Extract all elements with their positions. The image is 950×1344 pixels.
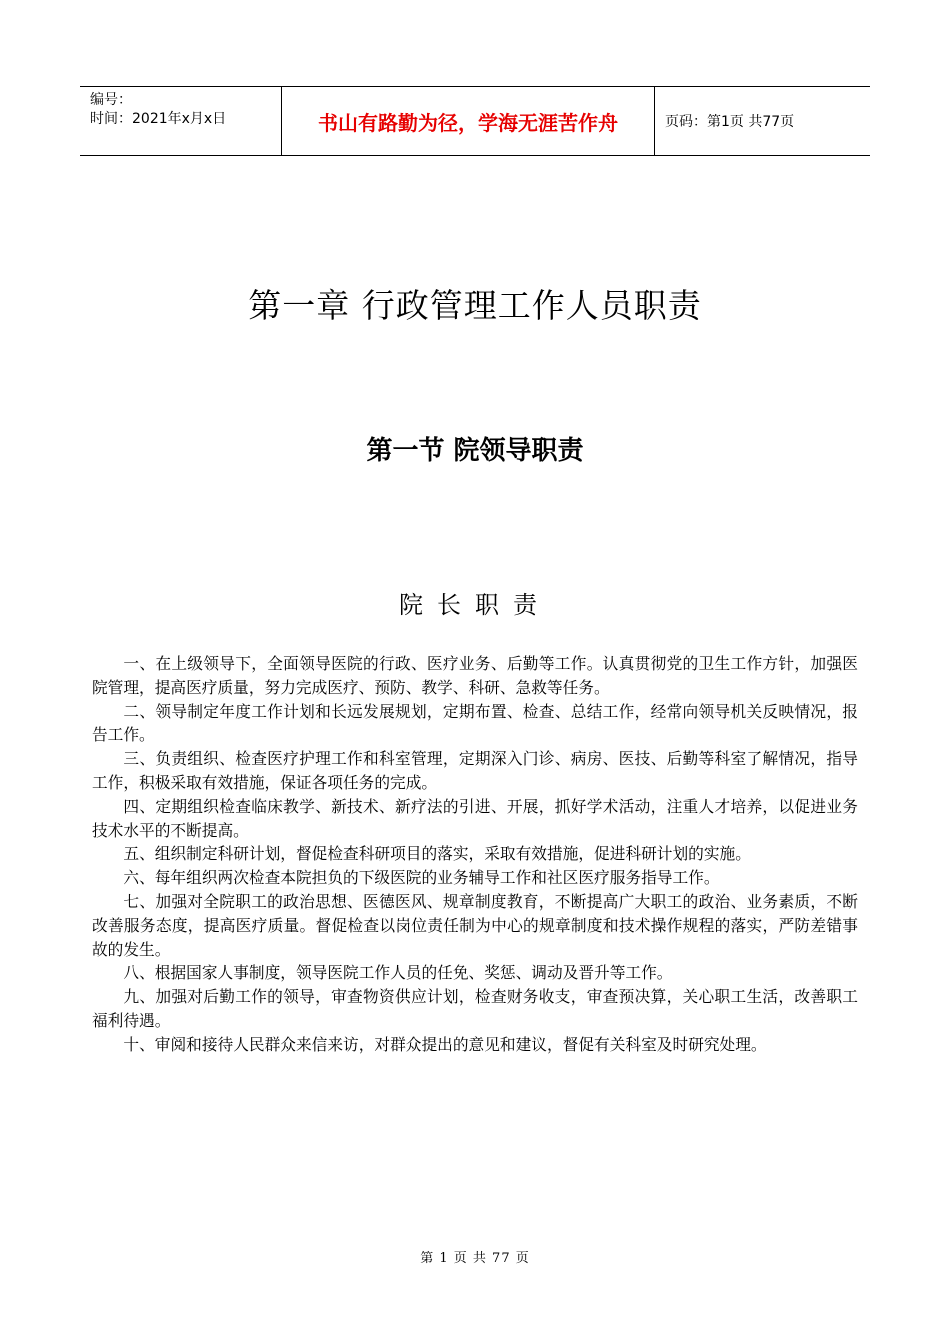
number-label: 编号： [90,92,132,108]
paragraph: 六、每年组织两次检查本院担负的下级医院的业务辅导工作和社区医疗服务指导工作。 [123,868,720,888]
paragraph: 八、根据国家人事制度，领导医院工作人员的任免、奖惩、调动及晋升等工作。 [123,963,673,983]
paragraph: 七、加强对全院职工的政治思想、医德医风、规章制度教育，不断提高广大职工的政治、业务素质，不断改善服务态度，提高医疗质量。督促检查以岗位责任制为中心的规章制度和技术操作规程的落实，严防差错事故的发生。 [92,891,858,959]
sub-title: 院长职责 [399,591,551,619]
paragraph: 九、加强对后勤工作的领导，审查物资供应计划，检查财务收支，审查预决算，关心职工生活，改善职工福利待遇。 [92,987,858,1030]
paragraph: 二、领导制定年度工作计划和长远发展规划，定期布置、检查、总结工作，经常向领导机关反映情况，报告工作。 [92,701,858,745]
document-header [80,86,870,156]
paragraph: 五、组织制定科研计划，督促检查科研项目的落实，采取有效措施，促进科研计划的实施。 [123,844,751,864]
paragraph: 三、负责组织、检查医疗护理工作和科室管理，定期深入门诊、病房、医技、后勤等科室了解情况，指导工作，积极采取有效措施，保证各项任务的完成。 [92,749,858,792]
header-page-label: 页码：第1页 共77页 [665,114,795,130]
paragraph: 四、定期组织检查临床教学、新技术、新疗法的引进、开展，抓好学术活动，注重人才培养，以促进业务技术水平的不断提高。 [92,796,858,840]
paragraph: 十、审阅和接待人民群众来信来访，对群众提出的意见和建议，督促有关科室及时研究处理。 [123,1034,767,1054]
time-label: 时间：2021年x月x日 [90,111,227,127]
chapter-title: 第一章 行政管理工作人员职责 [248,286,702,325]
page-footer: 第 1 页 共 77 页 [420,1251,530,1266]
paragraph: 一、在上级领导下，全面领导医院的行政、医疗业务、后勤等工作。认真贯彻党的卫生工作方针，加强医院管理，提高医疗质量，努力完成医疗、预防、教学、科研、急救等任务。 [92,654,858,697]
body-text [92,652,858,1057]
section-title: 第一节 院领导职责 [366,436,584,466]
header-motto: 书山有路勤为径，学海无涯苦作舟 [282,87,655,155]
header-meta [80,87,282,155]
